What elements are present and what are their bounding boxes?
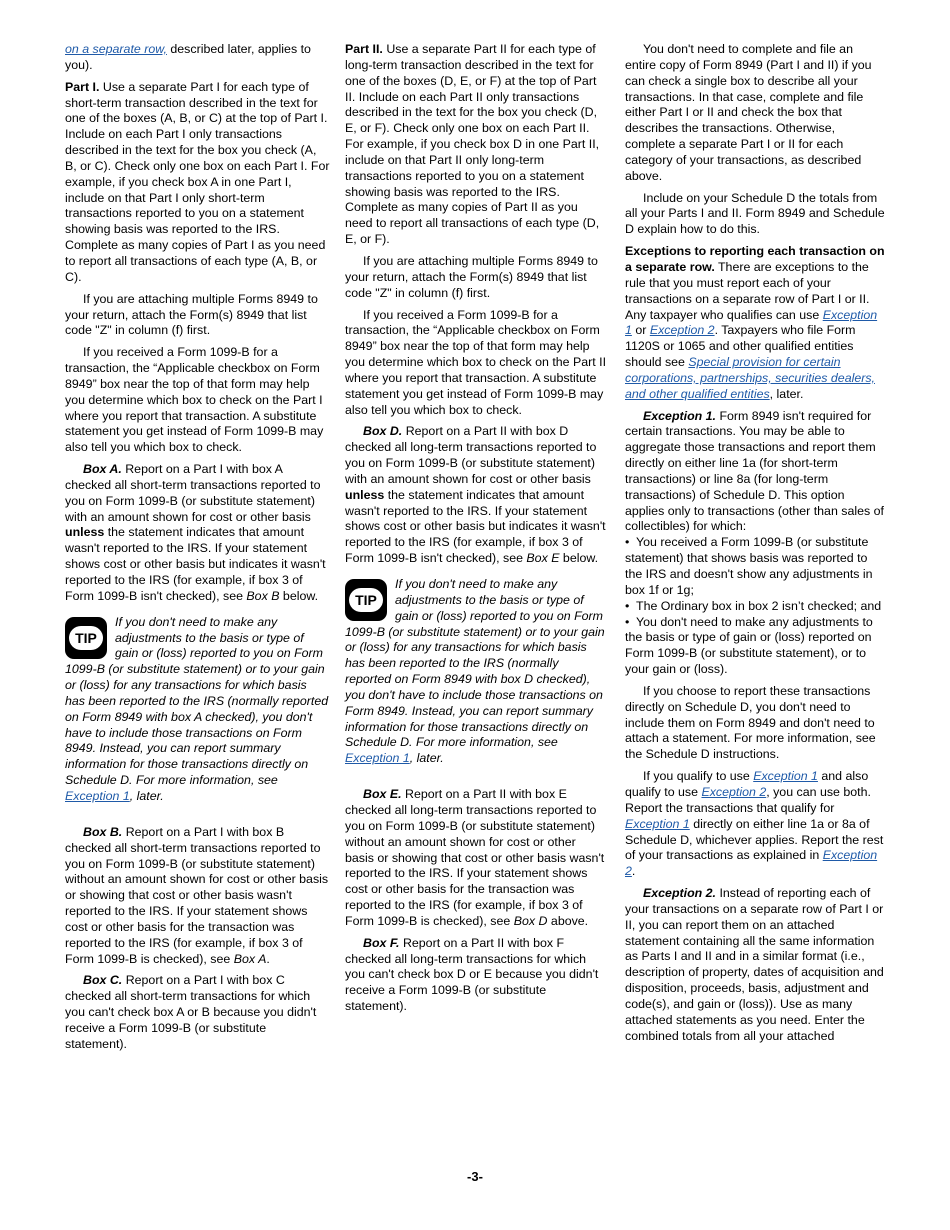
link-exception-2[interactable]: Exception 2	[649, 323, 715, 338]
exceptions-heading: Exceptions to reporting each transaction on a separate row.	[625, 244, 885, 274]
paragraph-box-d: Box D. Report on a Part II with box D checked all long-term transactions reported to you on Form 1099-B (or substitute statement) with an amount shown for cost or other basis unless the statement indicates that amount wasn't reported to the IRS. If your statement shows cost or other basis but indicates it wasn't reported to the IRS (for example, if box 3 of Form 1099-B isn't checked), see Box E below.	[345, 424, 606, 566]
paragraph-part-i: Part I. Use a separate Part I for each type of short-term transaction described in the text for one of the boxes (A, B, or C) at the top of Part I. Include on each Part I only transactions described in the text for the box you check (A, B, or C). Check only one box on each Part I. For example, if you check box A in one Part I, include on that Part I only short-term transactions reported to you on a statement showing basis was reported to the IRS. Complete as many copies of Part I as you need to report all transactions of each type (A, B, or C).	[65, 79, 330, 284]
link-exception-1[interactable]: Exception 1	[345, 751, 410, 766]
paragraph-exceptions: Exceptions to reporting each transaction on a separate row. There are exceptions to the rule that you must report each of your transactions on a separate row of Part I or II. Any taxpayer who qualifies can use Exception 1 or Exception 2. Taxpayers who file Form 1120S or 1065 and other qualified entities should see Special provision for certain corporations, partnerships, securities dealers, and other qualified entities, later.	[625, 244, 885, 401]
page-number: -3-	[467, 1169, 483, 1184]
paragraph-choose-report: If you choose to report these transactions directly on Schedule D, you don't need to include them on Form 8949 and don't need to attach a statement. For more information, see the Schedule D instructions.	[625, 683, 876, 762]
box-a-heading: Box A.	[83, 462, 122, 477]
link-exception-2[interactable]: Exception 2	[625, 848, 878, 879]
box-b-heading: Box B.	[83, 824, 123, 839]
paragraph-part-ii: Part II. Use a separate Part II for each type of long-term transaction described in the text for one of the boxes (D, E, or F) at the top of Part II. Include on each Part II only transactions described in the text for the box you check (D, E, or F). Check only one box on each Part II. For example, if you check box D in one Part II, include on that Part II only long-term transactions reported to you on a statement showing basis was reported to the IRS. Complete as many copies of Part II as you need to report all transactions of each type (D, E, or F).	[345, 42, 600, 247]
paragraph-1099b-checkbox: If you received a Form 1099-B for a transaction, the “Applicable checkbox on Form 8949” box near the top of that form may help you determine which box to check on the Part II where you report that transaction. A substitute statement you get instead of Form 1099-B may also tell you which box to check.	[345, 307, 607, 417]
bullet-item: • You don't need to make any adjustments to the basis or type of gain or (loss) reported on Form 1099-B (or substitute statement), or to your gain or (loss).	[625, 615, 887, 678]
paragraph-box-b: Box B. Report on a Part I with box B checked all short-term transactions reported to you on Form 1099-B (or substitute statement) without an amount shown for cost or other basis or showing that cost or other basis wasn't reported to the IRS. If your statement shows cost or other basis for the transaction was reported to the IRS (for example, if box 3 of Form 1099-B is checked), see Box A.	[65, 824, 329, 966]
part-i-heading: Part I.	[65, 79, 100, 94]
bullet-item: • You received a Form 1099-B (or substitute statement) that shows basis was reported to the IRS and doesn't show any adjustments in box 1f or 1g;	[625, 535, 887, 598]
paragraph-single-box: You don't need to complete and file an entire copy of Form 8949 (Part I and II) if you can check a single box to describe all your transactions. In that case, complete and file either Part I or II and check the box that describes the transactions. Otherwise, complete a separate Part I or II for each category of your transactions, as described above.	[625, 42, 872, 183]
exception-1-heading: Exception 1.	[643, 408, 716, 423]
paragraph-continued: on a separate row, described later, applies to you).	[65, 42, 311, 72]
box-c-heading: Box C.	[83, 973, 123, 988]
link-exception-1[interactable]: Exception 1	[625, 307, 878, 338]
box-d-heading: Box D.	[363, 424, 403, 439]
paragraph-multiple-forms: If you are attaching multiple Forms 8949 to your return, attach the Form(s) 8949 that list code "Z" in column (f) first.	[65, 291, 318, 338]
tip-icon: TIP	[345, 579, 387, 621]
paragraph-box-a: Box A. Report on a Part I with box A checked all short-term transactions reported to you on Form 1099-B (or substitute statement) with an amount shown for cost or other basis unless the statement indicates that amount wasn't reported to the IRS. If your statement shows cost or other basis but indicates it wasn't reported to the IRS (for example, if box 3 of Form 1099-B isn't checked), see Box B below.	[65, 462, 326, 603]
paragraph-exception-2: Exception 2. Instead of reporting each of your transactions on a separate row of Part I or II, you can report them on an attached statement containing all the same information as Parts I and II and in a similar format (i.e., description of property, dates of acquisition and disposition, proceeds, basis, adjustment and code(s), and gain or (loss)). Use as many attached statements as you need. Enter the combined totals from all your attached	[625, 886, 884, 1043]
box-e-heading: Box E.	[363, 787, 402, 802]
paragraph-1099b-checkbox: If you received a Form 1099-B for a transaction, the “Applicable checkbox on Form 8949” box near the top of that form may help you determine which box to check on the Part I where you report that transaction. A substitute statement you get instead of Form 1099-B may also tell you which box to check.	[65, 345, 324, 455]
paragraph-qualify-both: If you qualify to use Exception 1 and also qualify to use Exception 2, you can use both. Report the transactions that qualify for Exception 1 directly on either line 1a or 8a of Schedule D, whichever applies. Report the rest of your transactions as explained in Exception 2.	[625, 769, 884, 879]
column-2	[345, 42, 607, 1021]
tip-box-a: TIP If you don't need to make any adjustments to the basis or type of gain or (loss) reported to you on Form 1099-B (or substitute statement) or to your gain or (loss) for any transactions for which basis has been reported to the IRS (normally reported on Form 8949 with box A checked), you don't have to include those transactions on Form 8949. Instead, you can report summary information for those transactions directly on Schedule D. For more information, see Exception 1, later.	[65, 614, 329, 803]
paragraph-multiple-forms: If you are attaching multiple Forms 8949 to your return, attach the Form(s) 8949 that list code "Z" in column (f) first.	[345, 253, 598, 300]
bullet-item: • The Ordinary box in box 2 isn’t checked; and	[625, 599, 887, 615]
paragraph-exception-1: Exception 1. Form 8949 isn't required for certain transactions. You may be able to aggregate those transactions and report them directly on either line 1a (for short-term transactions) or line 8a (for long-term transactions) of Schedule D. This option applies only to transactions (other than sales of collectibles) for which:	[625, 408, 884, 534]
link-exception-2[interactable]: Exception 2	[701, 784, 767, 799]
paragraph-schedule-d-totals: Include on your Schedule D the totals from all your Parts I and II. Form 8949 and Schedule D explain how to do this.	[625, 190, 885, 237]
part-ii-heading: Part II.	[345, 42, 383, 56]
tip-box-d: TIP If you don't need to make any adjustments to the basis or type of gain or (loss) reported to you on Form 1099-B (or substitute statement) or to your gain or (loss) for any transactions for which basis has been reported to the IRS (normally reported on Form 8949 with box D checked), you don't have to include those transactions on Form 8949. Instead, you can report summary information for those transactions directly on Schedule D. For more information, see Exception 1, later.	[345, 577, 605, 766]
column-1	[65, 42, 330, 1059]
tip-icon: TIP	[65, 617, 107, 659]
link-special-provision[interactable]: Special provision for certain corporations, partnerships, securities dealers, and other qualified entities	[625, 355, 875, 401]
paragraph-box-c: Box C. Report on a Part I with box C checked all short-term transactions for which you can't check box A or B because you didn't receive a Form 1099-B (or substitute statement).	[65, 973, 317, 1051]
link-exception-1[interactable]: Exception 1	[65, 788, 130, 803]
column-3	[625, 42, 887, 1050]
paragraph-box-e: Box E. Report on a Part II with box E checked all long-term transactions reported to you on Form 1099-B (or substitute statement) without an amount shown for cost or other basis or showing that cost or other basis wasn't reported to the IRS. If your statement shows cost or other basis for the transaction was reported to the IRS (for example, if box 3 of Form 1099-B is checked), see Box D above.	[345, 787, 605, 928]
box-f-heading: Box F.	[363, 935, 400, 950]
link-separate-row[interactable]: on a separate row,	[65, 42, 167, 56]
link-exception-1[interactable]: Exception 1	[625, 816, 690, 831]
exception-2-heading: Exception 2.	[643, 886, 716, 901]
link-exception-1[interactable]: Exception 1	[753, 769, 818, 784]
paragraph-box-f: Box F. Report on a Part II with box F checked all long-term transactions for which you can't check box D or E because you didn't receive a Form 1099-B (or substitute statement).	[345, 935, 599, 1014]
